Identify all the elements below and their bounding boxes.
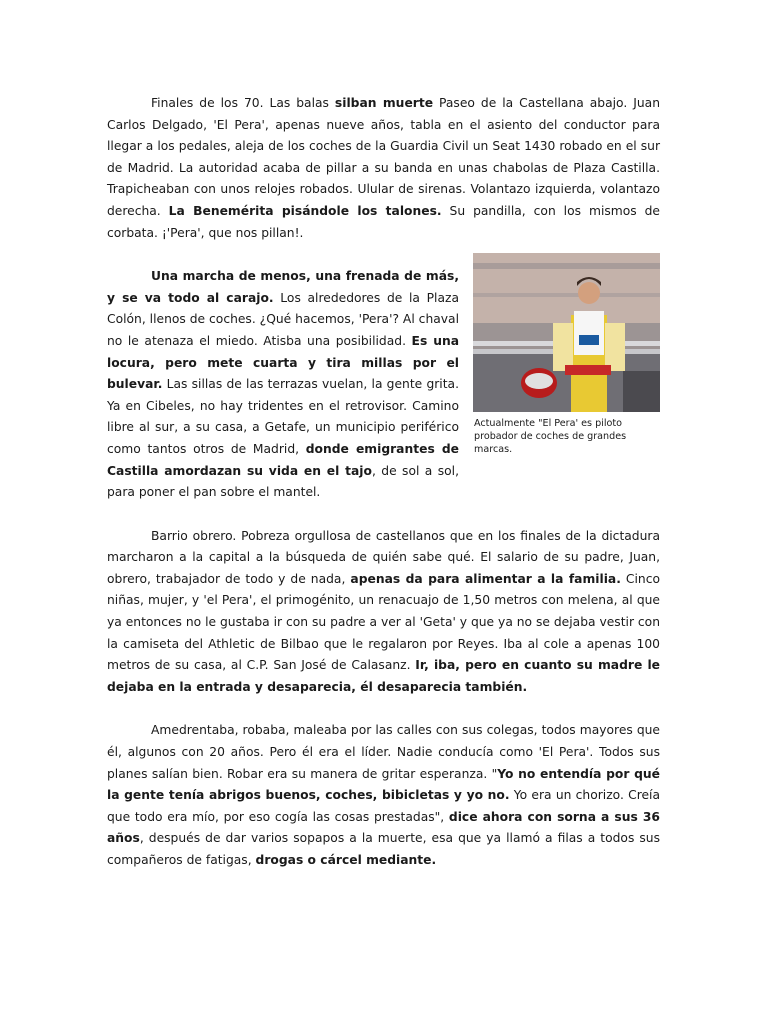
paragraph-3 (107, 526, 660, 699)
bold-text-run: dice ahora con sorna a sus 36 años (107, 809, 660, 846)
text-run: Las sillas de las terrazas vuelan, la gente grita. Ya en Cibeles, no hay tridentes en el retrovisor. Camino libre al sur, a su casa, a Getafe, un municipio periférico como tantos otros de Madrid, (107, 377, 459, 456)
race-driver-photo (473, 253, 660, 412)
article (107, 93, 660, 872)
text-run: Su pandilla, con los mismos de corbata. ¡'Pera', que nos pillan!. (107, 203, 660, 240)
bold-text-run: Yo no entendía por qué la gente tenía abrigos buenos, coches, bibicletas y yo no. (107, 766, 660, 803)
bold-text-run: silban muerte (334, 96, 434, 110)
bold-text-run: Ir, iba, pero en cuanto su madre le dejaba en la entrada y desaparecia, él desaparecia también. (107, 658, 660, 694)
photo-caption: Actualmente "El Pera' es piloto probador de coches de grandes marcas. (474, 418, 627, 455)
bold-text-run: Una marcha de menos, una frenada de más, y se va todo al carajo. (107, 269, 459, 305)
text-run: Amedrentaba, robaba, maleaba por las calles con sus colegas, todos mayores que él, algunos con 20 años. Pero él era el líder. Nadie conducía como 'El Pera'. Todos sus planes salían bien. Robar era su manera de gritar esperanza. " (107, 723, 660, 781)
bold-text-run: La Benemérita pisándole los talones. (168, 203, 442, 218)
paragraph-1 (107, 93, 660, 244)
bold-text-run: apenas da para alimentar a la familia. (350, 571, 621, 586)
bold-text-run: donde emigrantes de Castilla amordazan su vida en el tajo (107, 441, 459, 478)
paragraph-gap (107, 698, 660, 720)
text-run: , de sol a sol, para poner el pan sobre el mantel. (107, 463, 459, 500)
paragraph-gap (107, 504, 660, 526)
text-run: , después de dar varios sopapos a la muerte, esa que ya llamó a filas a todos sus compañeros de fatigas, (107, 831, 660, 867)
figure (473, 253, 660, 456)
text-run: Cinco niñas, mujer, y 'el Pera', el primogénito, un renacuajo de 1,50 metros con melena, al que ya entonces no le gustaba ir con su padre a ver al 'Geta' y que ya no se dejaba vestir con la camiseta del Athletic de Bilbao que le regalaron por Reyes. Iba al cole a apenas 100 metros de su casa, al C.P. San José de Calasanz. (107, 571, 661, 673)
text-run: Finales de los 70. Las balas (151, 96, 335, 110)
text-run: Barrio obrero. Pobreza orgullosa de castellanos que en los finales de la dictadura marcharon a la capital a la búsqueda de quién sabe qué. El salario de su padre, Juan, obrero, trabajador de todo y de nada, (107, 528, 660, 586)
text-run: Paseo de la Castellana abajo. Juan Carlos Delgado, 'El Pera', apenas nueve años, tabla en el asiento del conductor para llegar a los pedales, aleja de los coches de la Guardia Civil un Seat 1430 robado en el sur de Madrid. La autoridad acaba de pillar a su banda en unas chabolas de Plaza Castilla. Trapicheaban con unos relojes robados. Ulular de sirenas. Volantazo izquierda, volantazo derecha. (107, 96, 660, 218)
photo-illustration (473, 253, 660, 412)
bold-text-run: Es una locura, pero mete cuarta y tira millas por el bulevar. (107, 333, 460, 392)
paragraph-4 (107, 720, 660, 871)
text-run: Yo era un chorizo. Creía que todo era mío, por eso cogía las cosas prestadas", (107, 788, 660, 824)
text-run: Los alrededores de la Plaza Colón, llenos de coches. ¿Qué hacemos, 'Pera'? Al chaval no le atenaza el miedo. Atisba una posibilidad. (107, 290, 459, 348)
bold-text-run: drogas o cárcel mediante. (255, 853, 437, 867)
